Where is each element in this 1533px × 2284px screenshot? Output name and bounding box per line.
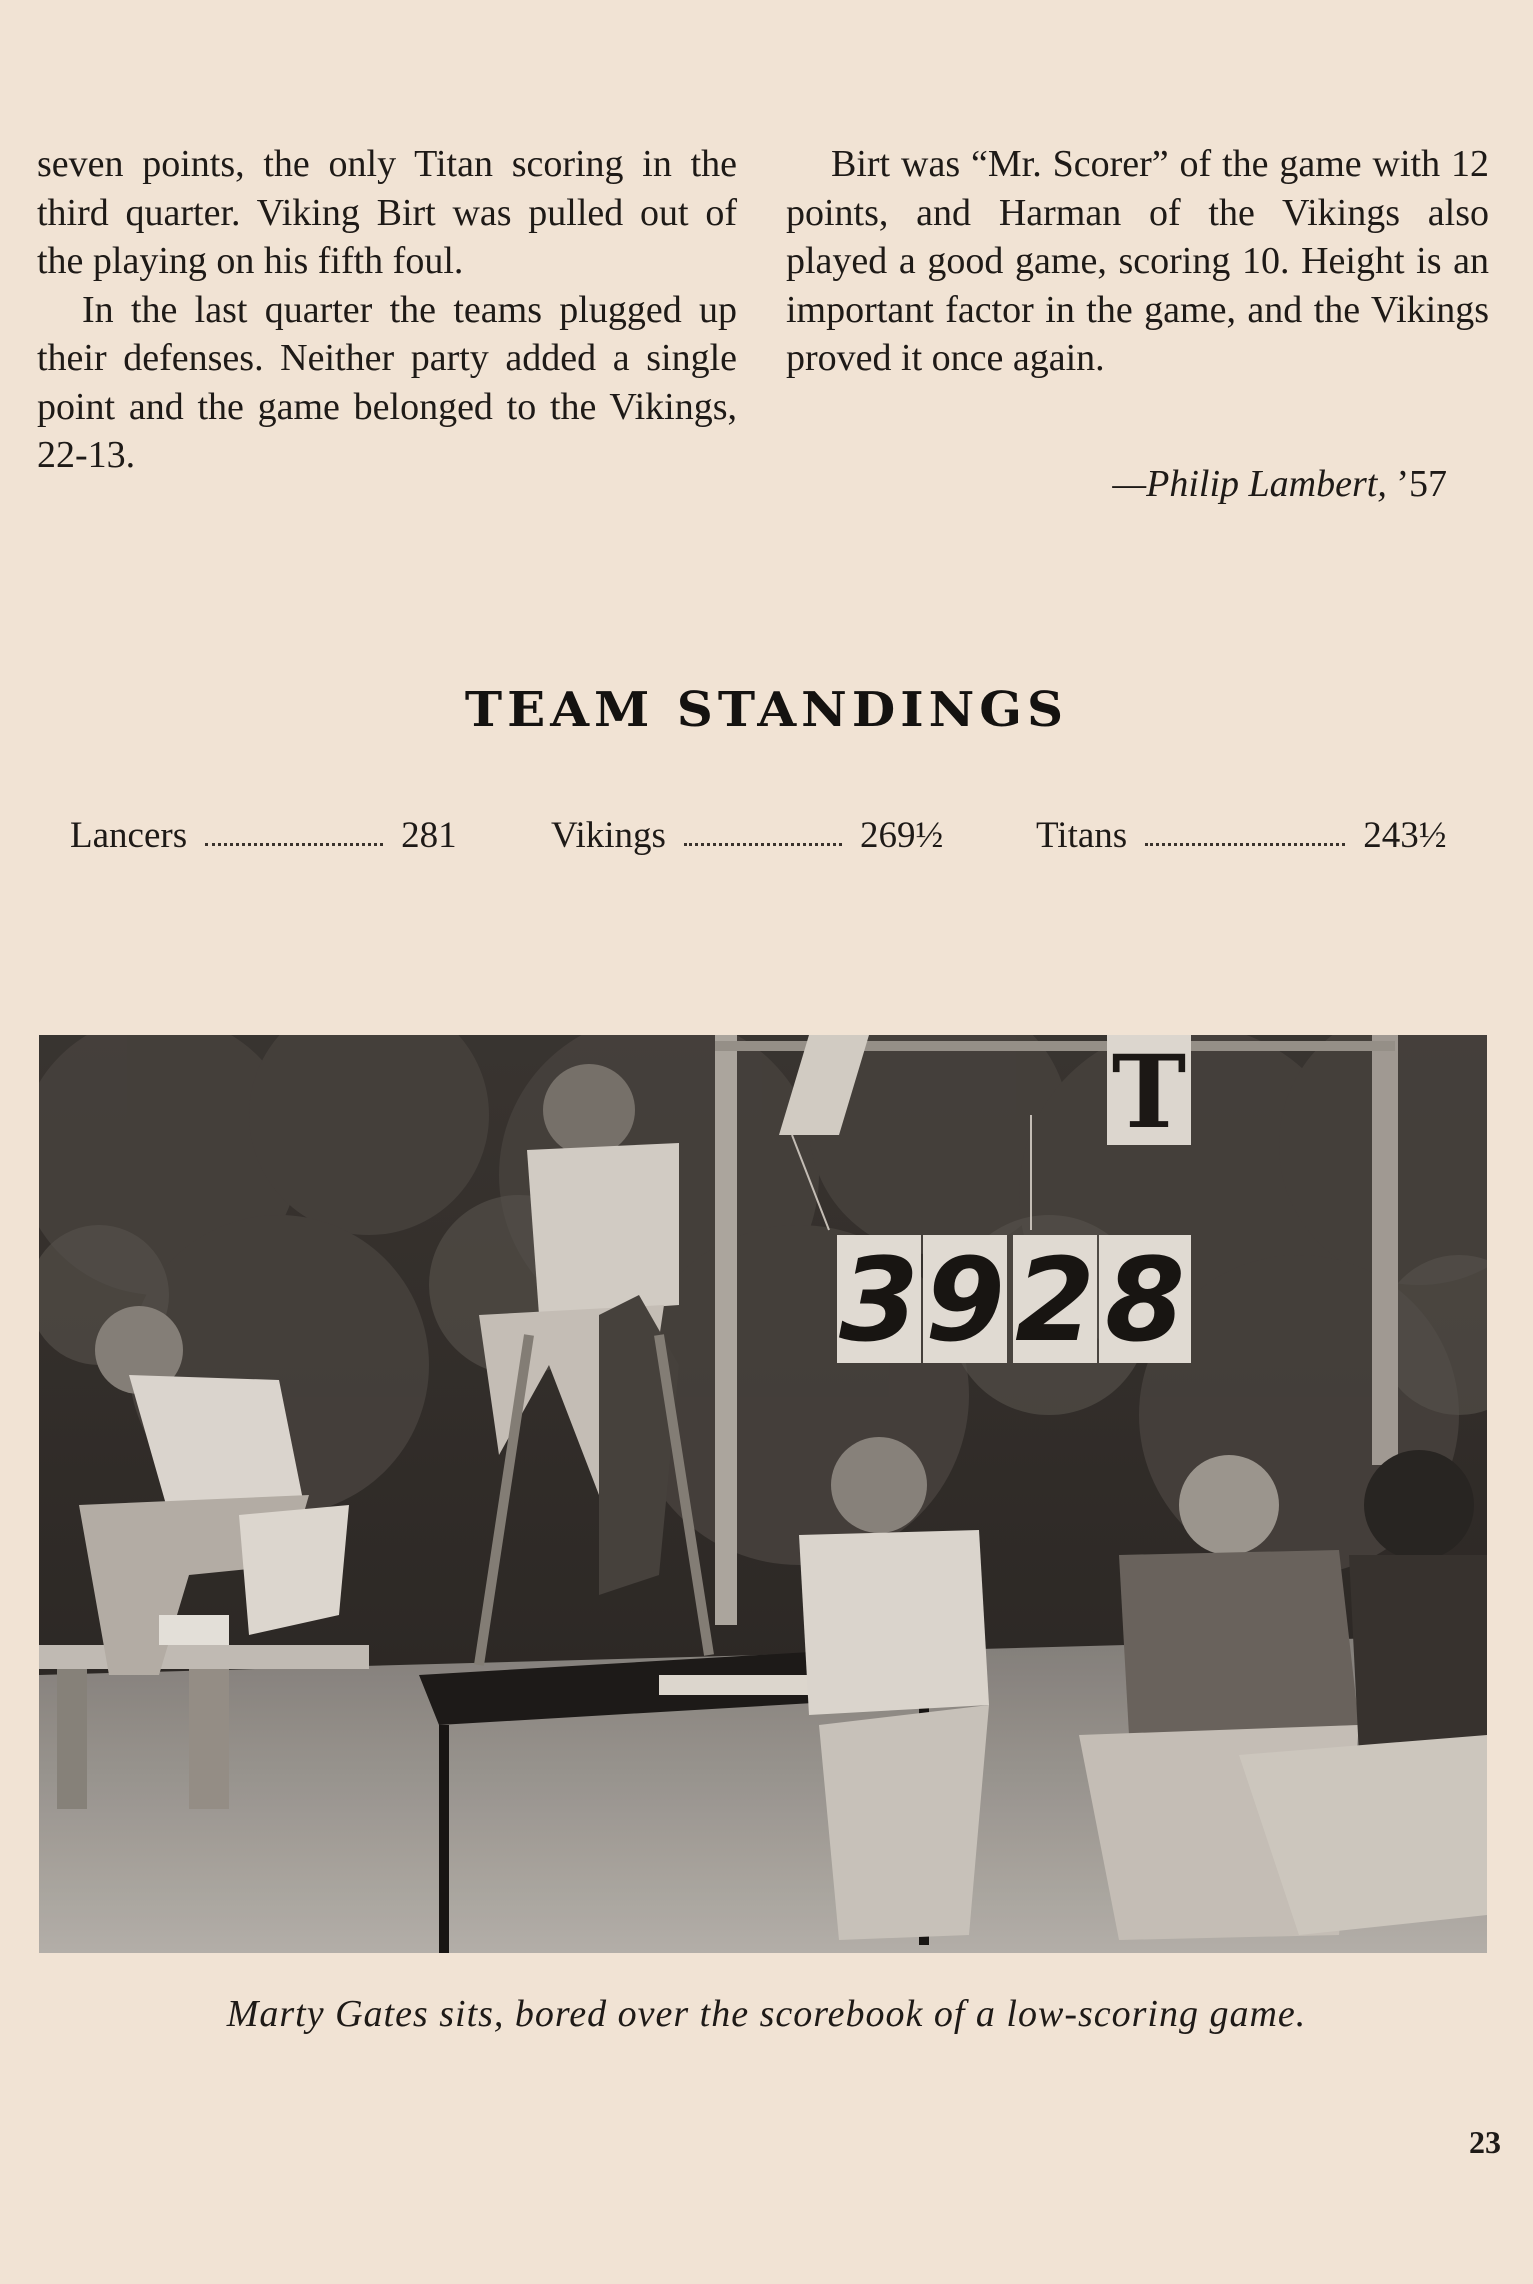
team-score: 243½: [1363, 815, 1447, 856]
scoreboard-letter: T: [1111, 1035, 1187, 1151]
byline-year: ’57: [1396, 463, 1447, 505]
scoreboard-digit: 2: [1014, 1234, 1096, 1368]
standing-row: [70, 812, 457, 860]
article-left-column: [37, 140, 737, 480]
article-right-column: [786, 140, 1489, 383]
standing-row: [551, 812, 943, 860]
article-paragraph: In the last quarter the teams plugged up their defenses. Neither party added a single point and the game belonged to the Vikings, 22-13.: [37, 288, 737, 476]
standing-row: [1036, 812, 1446, 860]
article-paragraph: seven points, the only Titan scoring in the third quarter. Viking Birt was pulled out of the playing on his fifth foul.: [37, 143, 737, 282]
byline-author: —Philip Lambert,: [1112, 463, 1387, 505]
team-score: 281: [401, 815, 457, 856]
photo-caption: Marty Gates sits, bored over the scorebook of a low-scoring game.: [226, 1993, 1307, 2035]
scorekeeper-photo: [39, 1035, 1487, 1953]
scoreboard-digit: 9: [924, 1234, 1006, 1368]
team-score: 269½: [859, 815, 944, 856]
scoreboard-digit: 3: [838, 1234, 920, 1368]
page-number: 23: [1469, 2124, 1501, 2160]
article-byline: [1112, 462, 1447, 506]
team-name: Lancers: [70, 815, 188, 856]
photo-illustration: [39, 1035, 1487, 1953]
standings-heading: TEAM STANDINGS: [464, 681, 1069, 738]
team-name: Vikings: [551, 815, 666, 856]
dot-leader: [205, 843, 383, 846]
dot-leader: [1145, 843, 1345, 846]
team-name: Titans: [1036, 815, 1128, 856]
scoreboard-digit: 8: [1104, 1234, 1186, 1368]
article-paragraph: Birt was “Mr. Scorer” of the game with 12 points, and Harman of the Vikings also played a good game, scoring 10. Height is an important factor in the game, and the Vikings proved it once again.: [786, 143, 1489, 379]
dot-leader: [684, 843, 842, 846]
